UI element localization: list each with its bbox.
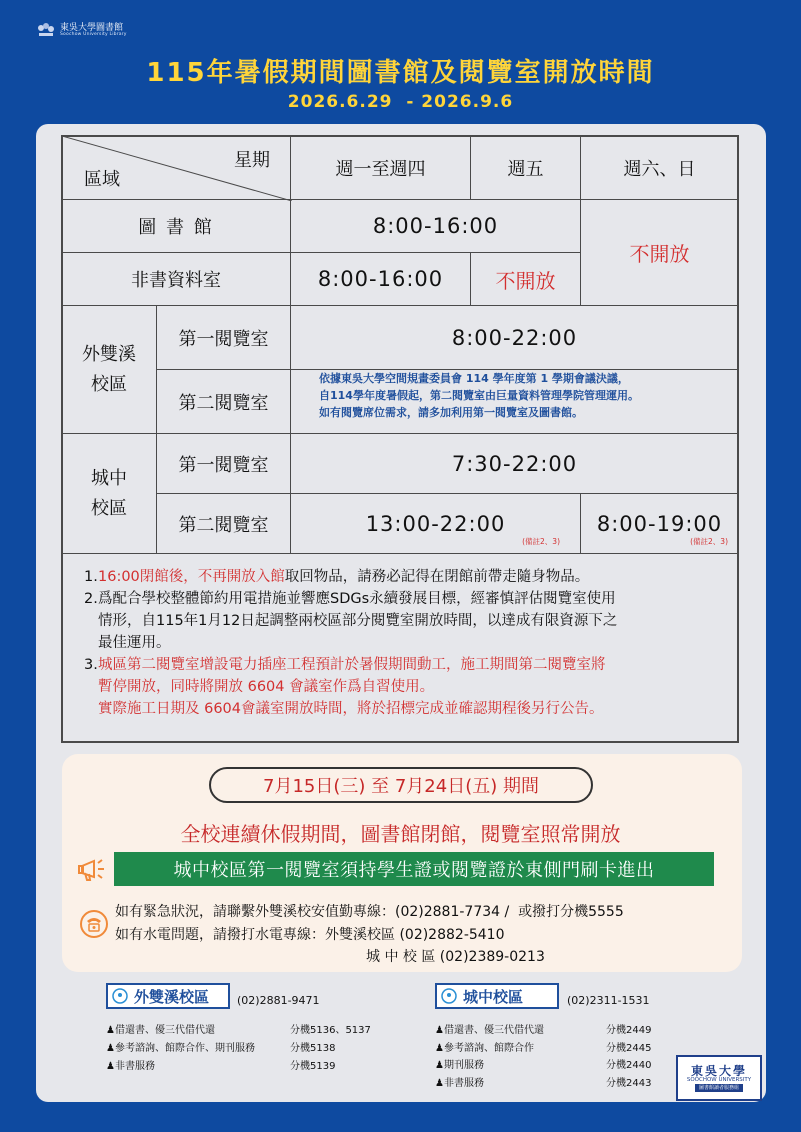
note-number: 2.	[84, 591, 98, 607]
note-1-text: 取回物品，請務必記得在閉館前帶走隨身物品。	[284, 569, 590, 585]
utility-contact: 如有水電問題，請撥打水電專線：外雙溪校區 (02)2882-5410	[115, 927, 505, 943]
note-1-highlight: 16:00閉館後，不再開放入館	[98, 569, 285, 585]
ws-room2-label: 第二閱覽室	[156, 369, 291, 434]
col-header-weekend: 週六、日	[580, 135, 739, 200]
corner-area-label: 區域	[84, 169, 120, 190]
badge-name-cn: 東吳大學	[690, 1063, 747, 1078]
note-number: 3.	[84, 657, 98, 673]
emergency-contact: 如有緊急狀況，請聯繫外雙溪校安值勤專線：(02)2881-7734 / 或撥打分機5555	[115, 904, 624, 920]
library-badge	[676, 1055, 762, 1101]
cz-room2-weekday-time: 13:00-22:00	[365, 511, 506, 536]
cz-room2-label: 第二閱覽室	[156, 493, 291, 554]
corner-day-label: 星期	[234, 150, 270, 171]
person-icon: ♟	[435, 1025, 444, 1036]
ws-service-ext: 分機5138	[290, 1043, 336, 1054]
location-pin-icon	[112, 988, 128, 1004]
date-range: 2026.6.29 - 2026.9.6	[287, 92, 514, 112]
cz-contact-title-text: 城中校區	[463, 987, 524, 1006]
closure-notice: 全校連續休假期間，圖書館閉館，閱覽室照常開放	[180, 822, 621, 846]
ws-contact-phone: (02)2881-9471	[237, 994, 320, 1007]
ws-service-ext: 分機5136、5137	[290, 1025, 371, 1036]
cz-contact-phone: (02)2311-1531	[567, 994, 650, 1007]
row-label-nonbook: 非書資料室	[61, 252, 291, 306]
note-3	[84, 654, 738, 720]
badge-name-en: SOOCHOW UNIVERSITY	[686, 1076, 752, 1083]
cz-room2-weekend-hours	[580, 493, 739, 554]
ws-room2-notice-line: 自114學年度暑假起，第二閱覽室由巨量資料管理學院管理運用。	[319, 389, 639, 402]
cz-room2-weekday-hours	[290, 493, 581, 554]
person-icon: ♟	[435, 1060, 444, 1071]
note-2-line: 最佳運用。	[98, 635, 171, 651]
cz-service-item: ♟借還書、優三代借代還	[435, 1025, 544, 1036]
badge-department: 圖書館讀者服務組	[695, 1084, 743, 1092]
weekend-closed-library: 不開放	[580, 199, 739, 306]
ws-service-ext: 分機5139	[290, 1061, 336, 1072]
page-title: 115年暑假期間圖書館及閱覽室開放時間	[146, 58, 655, 88]
col-header-mon-thu: 週一至週四	[290, 135, 471, 200]
person-icon: ♟	[106, 1061, 115, 1072]
location-pin-icon	[441, 988, 457, 1004]
logo-name-en: Soochow University Library	[60, 32, 127, 38]
library-logo	[36, 22, 127, 40]
ws-room1-label: 第一閱覽室	[156, 305, 291, 370]
cz-room2-weekend-footnote: (備註2、3)	[690, 537, 728, 546]
person-icon: ♟	[435, 1043, 444, 1054]
cz-service-item: ♟參考諮詢、館際合作	[435, 1043, 534, 1054]
person-icon: ♟	[106, 1025, 115, 1036]
row-label-library: 圖 書 館	[61, 199, 291, 253]
note-2	[84, 588, 738, 654]
cz-service-ext: 分機2445	[606, 1043, 652, 1054]
ws-service-item: ♟非書服務	[106, 1061, 155, 1072]
ws-room2-notice	[290, 369, 739, 434]
nonbook-fri-closed: 不開放	[470, 252, 581, 306]
person-icon: ♟	[435, 1078, 444, 1089]
campus-label-waishuangxi: 外雙溪 校區	[61, 305, 157, 434]
cz-room1-label: 第一閱覽室	[156, 433, 291, 494]
note-2-line: 情形，自115年1月12日起調整兩校區部分閱覽室開放時間，以達成有限資源下之	[98, 613, 618, 629]
nonbook-hours: 8:00-16:00	[290, 252, 471, 306]
col-header-fri: 週五	[470, 135, 581, 200]
notes-box	[61, 553, 739, 743]
ws-room2-notice-line: 如有閱覽席位需求，請多加利用第一閱覽室及圖書館。	[319, 406, 583, 419]
campus-label-chengzhong: 城中 校區	[61, 433, 157, 554]
cz-contact-title	[435, 983, 559, 1009]
table-corner-cell	[61, 135, 291, 200]
note-number: 1.	[84, 569, 98, 585]
note-3-line: 實際施工日期及 6604會議室開放時間，將於招標完成並確認期程後另行公告。	[98, 701, 604, 717]
closure-period: 7月15日(三) 至 7月24日(五) 期間	[209, 767, 593, 803]
utility-contact-chengzhong: 城 中 校 區 (02)2389-0213	[366, 949, 545, 965]
library-hours: 8:00-16:00	[290, 199, 581, 253]
phone-icon	[79, 909, 109, 939]
cz-room1-hours: 7:30-22:00	[290, 433, 739, 494]
person-icon: ♟	[106, 1043, 115, 1054]
ws-room2-notice-line: 依據東吳大學空間規畫委員會 114 學年度第 1 學期會議決議，	[319, 372, 629, 385]
note-3-line: 城區第二閱覽室增設電力插座工程預計於暑假期間動工，施工期間第二閱覽室將	[98, 657, 606, 673]
logo-name-cn: 東吳大學圖書館	[60, 23, 124, 34]
note-2-line: 爲配合學校整體節約用電措施並響應SDGs永續發展目標，經審慎評估閱覽室使用	[98, 591, 616, 607]
cz-service-ext: 分機2440	[606, 1060, 652, 1071]
note-3-line: 暫停開放，同時將開放 6604 會議室作爲自習使用。	[98, 679, 435, 695]
ws-contact-title	[106, 983, 230, 1009]
note-1	[84, 566, 738, 588]
library-logo-icon	[36, 22, 56, 40]
megaphone-icon	[76, 852, 112, 888]
ws-room1-hours: 8:00-22:00	[290, 305, 739, 370]
ws-service-item: ♟參考諮詢、館際合作、期刊服務	[106, 1043, 255, 1054]
cz-service-ext: 分機2449	[606, 1025, 652, 1036]
cz-service-item: ♟非書服務	[435, 1078, 484, 1089]
cz-service-item: ♟期刊服務	[435, 1060, 484, 1071]
ws-service-item: ♟借還書、優三代借代還	[106, 1025, 215, 1036]
cz-room2-weekend-time: 8:00-19:00	[596, 511, 723, 536]
cz-room2-weekday-footnote: (備註2、3)	[522, 537, 560, 546]
cz-service-ext: 分機2443	[606, 1078, 652, 1089]
access-notice-bar: 城中校區第一閱覽室須持學生證或閱覽證於東側門刷卡進出	[114, 852, 714, 886]
ws-contact-title-text: 外雙溪校區	[134, 987, 210, 1006]
